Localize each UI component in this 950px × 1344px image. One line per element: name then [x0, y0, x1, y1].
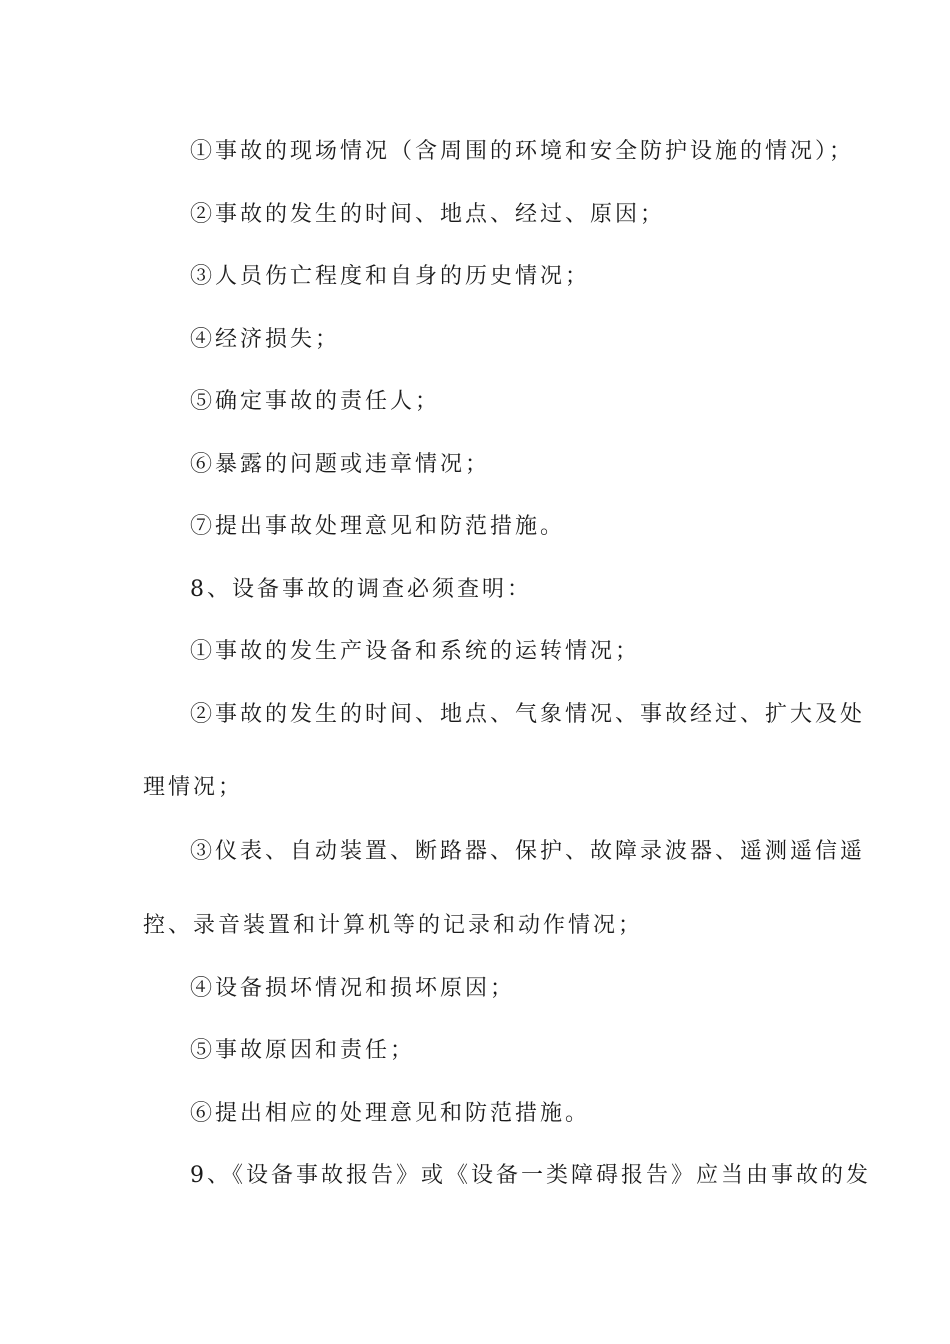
paragraph-line: ①事故的发生产设备和系统的运转情况；: [190, 639, 641, 664]
paragraph-line: 控、录音装置和计算机等的记录和动作情况；: [143, 913, 644, 938]
paragraph-line: ①事故的现场情况（含周围的环境和安全防护设施的情况）；: [190, 139, 855, 164]
section-heading: 9、《设备事故报告》或《设备一类障碍报告》应当由事故的发: [190, 1163, 871, 1188]
paragraph-line: ③人员伤亡程度和自身的历史情况；: [190, 264, 591, 289]
paragraph-line: ②事故的发生的时间、地点、经过、原因；: [190, 202, 666, 227]
paragraph-line: ③仪表、自动装置、断路器、保护、故障录波器、遥测遥信遥: [190, 839, 866, 864]
paragraph-line: ④设备损坏情况和损坏原因；: [190, 976, 516, 1001]
section-heading: 8、设备事故的调查必须查明：: [190, 577, 532, 602]
paragraph-line: ⑦提出事故处理意见和防范措施。: [190, 514, 566, 539]
paragraph-line: ④经济损失；: [190, 327, 341, 352]
paragraph-line: ②事故的发生的时间、地点、气象情况、事故经过、扩大及处: [190, 702, 866, 727]
paragraph-line: 理情况；: [143, 775, 244, 800]
paragraph-line: ⑤事故原因和责任；: [190, 1038, 416, 1063]
paragraph-line: ⑥暴露的问题或违章情况；: [190, 452, 491, 477]
paragraph-line: ⑤确定事故的责任人；: [190, 389, 441, 414]
paragraph-line: ⑥提出相应的处理意见和防范措施。: [190, 1101, 591, 1126]
